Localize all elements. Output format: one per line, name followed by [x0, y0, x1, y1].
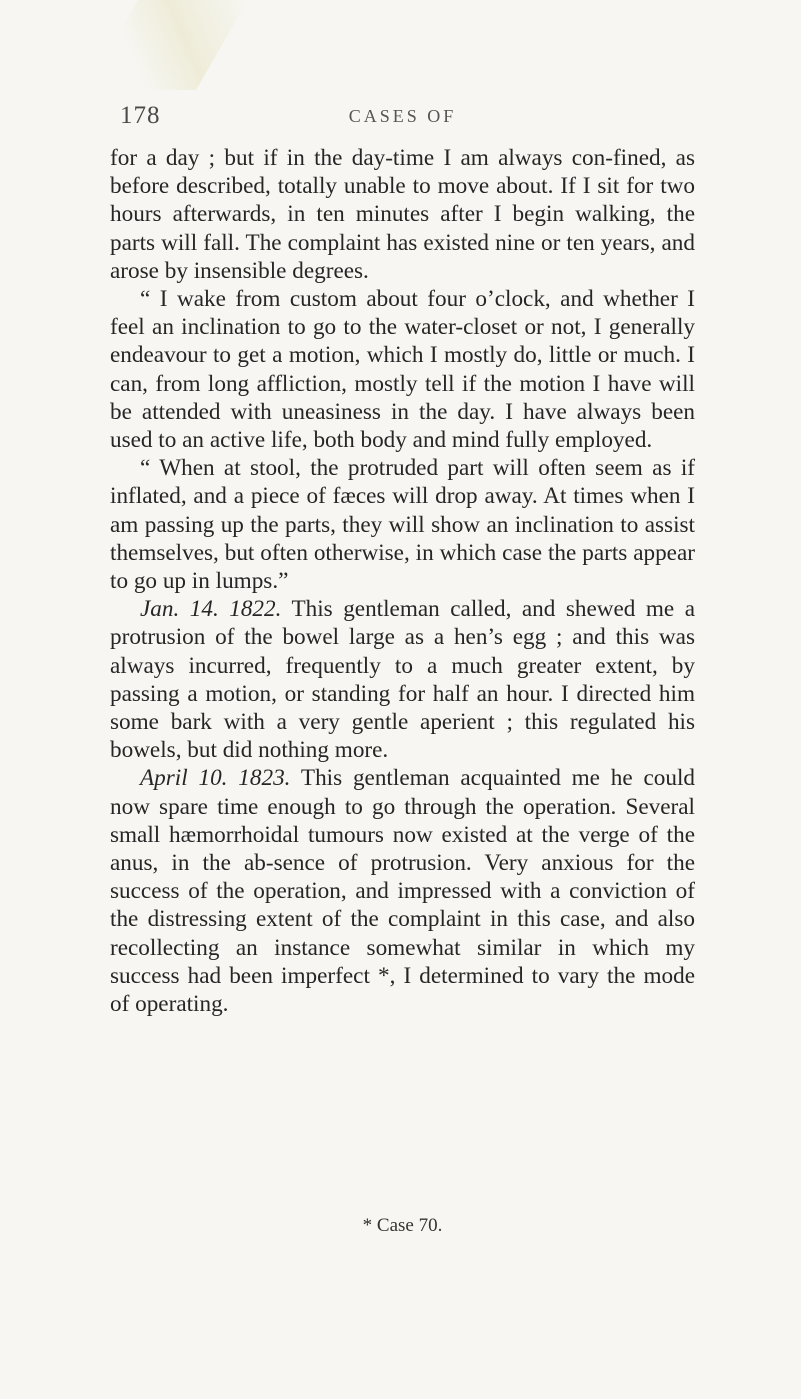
page-number: 178 [120, 102, 161, 129]
entry-date: Jan. 14. 1822. [140, 596, 282, 623]
paragraph-text: for a day ; but if in the day-time I am always con-fined, as before described, totally unable to move about. If I sit for two hours afterwards, in ten minutes after I begin walking, the parts will fall. The complaint has existed nine or ten years, and arose by insensible degrees. [110, 145, 695, 284]
paragraph [110, 285, 695, 454]
paragraph-text: “ When at stool, the protruded part will often seem as if inflated, and a piece of fæces will drop away. At times when I am passing up the parts, they will show an inclination to assist themselves, but often otherwise, in which case the parts appear to go up in lumps.” [110, 455, 695, 595]
paragraph [110, 764, 695, 1018]
running-head: CASES OF [348, 106, 457, 126]
paragraph-text: This gentleman called, and shewed me a protrusion of the bowel large as a hen’s egg ; and this was always incurred, frequently to a much greater extent, by passing a motion, or standing for half an hour. I directed him some bark with a very gentle aperient ; this regulated his bowels, but did nothing more. [110, 596, 695, 764]
paragraph-text: “ I wake from custom about four o’clock, and whether I feel an inclination to go to the water-closet or not, I generally endeavour to get a motion, which I mostly do, little or much. I can, from long affliction, mostly tell if the motion I have will be attended with uneasiness in the day. I have always been used to an active life, both body and mind fully employed. [110, 286, 695, 454]
paragraph [110, 595, 695, 764]
body-text [110, 144, 695, 1018]
entry-date: April 10. 1823. [140, 765, 291, 792]
paragraph [110, 144, 695, 285]
page-header [120, 102, 685, 132]
footnote: * Case 70. [362, 1215, 443, 1236]
paragraph [110, 454, 695, 595]
paragraph-text: This gentleman acquainted me he could now spare time enough to go through the operation. Several small hæmorrhoidal tumours now existed at the verge of the anus, in the ab-sence of protrusion. Very anxious for the success of the operation, and impressed with a conviction of the distressing extent of the complaint in this case, and also recollecting an instance somewhat similar in which my success had been imperfect *, I determined to vary the mode of operating. [110, 765, 695, 1018]
page-stain [86, 0, 248, 90]
